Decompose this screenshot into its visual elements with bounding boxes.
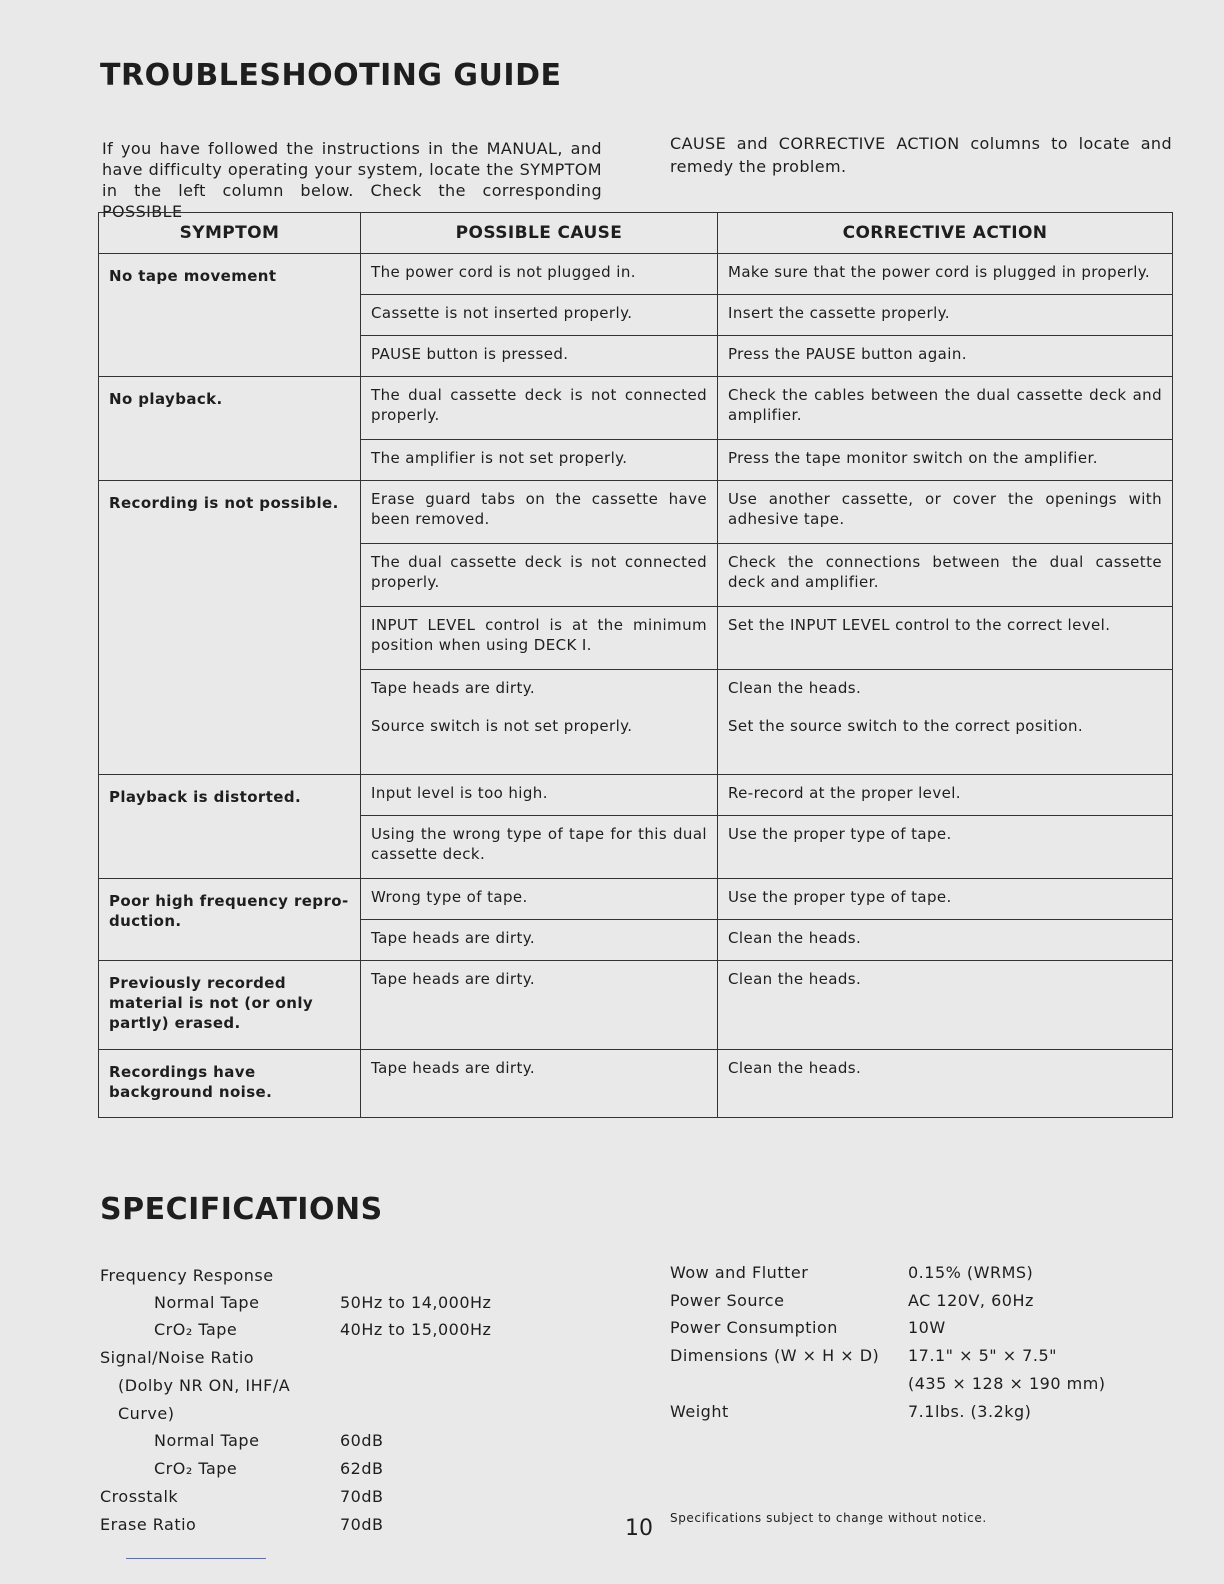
cause-cell: Using the wrong type of tape for this dual cassette deck.	[361, 815, 718, 878]
cause-cell: The dual cassette deck is not connected properly.	[361, 376, 718, 439]
action-cell: Clean the heads.	[718, 1050, 1173, 1118]
spec-label: Curve)	[118, 1404, 175, 1423]
spec-label: Wow and Flutter	[670, 1263, 809, 1282]
spec-value: 60dB	[340, 1431, 384, 1450]
spec-value: 10W	[908, 1318, 946, 1337]
symptom-cell: No tape movement	[99, 254, 361, 377]
cause-cell: PAUSE button is pressed.	[361, 335, 718, 376]
cause-cell: Wrong type of tape.	[361, 878, 718, 919]
cause-line: Tape heads are dirty.	[371, 678, 536, 697]
symptom-cell: Recordings have background noise.	[99, 1050, 361, 1118]
cause-cell: Erase guard tabs on the cassette have been removed.	[361, 480, 718, 543]
cause-cell: Tape heads are dirty.	[361, 960, 718, 1050]
page-title: TROUBLESHOOTING GUIDE	[100, 58, 562, 93]
table-row	[99, 878, 1173, 919]
cause-cell: The dual cassette deck is not connected properly.	[361, 543, 718, 606]
symptom-cell: Poor high frequency repro-duction.	[99, 878, 361, 960]
spec-label: Normal Tape	[154, 1431, 260, 1450]
cause-cell	[361, 669, 718, 774]
spec-label: Frequency Response	[100, 1266, 274, 1285]
symptom-cell: Previously recorded material is not (or only partly) erased.	[99, 960, 361, 1050]
spec-value: AC 120V, 60Hz	[908, 1291, 1034, 1310]
action-cell: Use the proper type of tape.	[718, 878, 1173, 919]
symptom-cell: No playback.	[99, 376, 361, 480]
specifications-title: SPECIFICATIONS	[100, 1192, 383, 1227]
spec-value: 0.15% (WRMS)	[908, 1263, 1034, 1282]
action-cell: Check the cables between the dual cassette deck and amplifier.	[718, 376, 1173, 439]
spec-value: 50Hz to 14,000Hz	[340, 1293, 492, 1312]
action-line: Clean the heads.	[728, 678, 862, 697]
spec-label: Crosstalk	[100, 1487, 179, 1506]
spec-value: 40Hz to 15,000Hz	[340, 1320, 492, 1339]
spec-label: Power Consumption	[670, 1318, 838, 1337]
action-cell: Re-record at the proper level.	[718, 774, 1173, 815]
symptom-cell: Recording is not possible.	[99, 480, 361, 774]
table-row	[99, 254, 1173, 295]
table-row	[99, 376, 1173, 439]
cause-cell: Cassette is not inserted properly.	[361, 294, 718, 335]
link-underline	[126, 1558, 266, 1559]
intro-text-left: If you have followed the instructions in the MANUAL, and have difficulty operating your system, locate the SYMPTOM in the left column below. Check the corresponding POSSIBLE	[102, 139, 602, 221]
cause-cell: The amplifier is not set properly.	[361, 439, 718, 480]
cause-cell: Input level is too high.	[361, 774, 718, 815]
action-cell: Check the connections between the dual cassette deck and amplifier.	[718, 543, 1173, 606]
spec-value: 70dB	[340, 1515, 384, 1534]
symptom-cell: Playback is distorted.	[99, 774, 361, 878]
spec-label: Dimensions (W × H × D)	[670, 1346, 880, 1365]
table-header-row	[99, 213, 1173, 254]
spec-label: Erase Ratio	[100, 1515, 197, 1534]
cause-line: Source switch is not set properly.	[371, 716, 633, 735]
spec-value: 70dB	[340, 1487, 384, 1506]
intro-text-right: CAUSE and CORRECTIVE ACTION columns to locate and remedy the problem.	[670, 134, 1172, 176]
spec-label: CrO₂ Tape	[154, 1320, 238, 1339]
action-line: Set the source switch to the correct position.	[728, 716, 1084, 735]
spec-label: Power Source	[670, 1291, 785, 1310]
action-cell: Use another cassette, or cover the openings with adhesive tape.	[718, 480, 1173, 543]
action-cell: Press the PAUSE button again.	[718, 335, 1173, 376]
action-cell: Clean the heads.	[718, 919, 1173, 960]
table-row	[99, 774, 1173, 815]
spec-value: 7.1lbs. (3.2kg)	[908, 1402, 1032, 1421]
spec-label: (Dolby NR ON, IHF/A	[118, 1376, 291, 1395]
action-cell: Press the tape monitor switch on the amplifier.	[718, 439, 1173, 480]
spec-label: Weight	[670, 1402, 729, 1421]
specs-footnote: Specifications subject to change without notice.	[670, 1511, 987, 1525]
troubleshooting-table	[98, 212, 1173, 1118]
action-cell: Use the proper type of tape.	[718, 815, 1173, 878]
cause-cell: The power cord is not plugged in.	[361, 254, 718, 295]
page-number: 10	[625, 1516, 653, 1541]
action-cell	[718, 669, 1173, 774]
table-row	[99, 480, 1173, 543]
cause-cell: Tape heads are dirty.	[361, 1050, 718, 1118]
cause-cell: INPUT LEVEL control is at the minimum position when using DECK I.	[361, 606, 718, 669]
header-symptom: SYMPTOM	[99, 213, 361, 254]
action-cell: Set the INPUT LEVEL control to the correct level.	[718, 606, 1173, 669]
table-row	[99, 960, 1173, 1050]
action-cell: Make sure that the power cord is plugged in properly.	[718, 254, 1173, 295]
header-corrective-action: CORRECTIVE ACTION	[718, 213, 1173, 254]
action-cell: Insert the cassette properly.	[718, 294, 1173, 335]
header-possible-cause: POSSIBLE CAUSE	[361, 213, 718, 254]
spec-label: Normal Tape	[154, 1293, 260, 1312]
spec-value: (435 × 128 × 190 mm)	[908, 1374, 1106, 1393]
cause-cell: Tape heads are dirty.	[361, 919, 718, 960]
spec-value: 17.1" × 5" × 7.5"	[908, 1346, 1057, 1365]
action-cell: Clean the heads.	[718, 960, 1173, 1050]
spec-value: 62dB	[340, 1459, 384, 1478]
spec-label: CrO₂ Tape	[154, 1459, 238, 1478]
table-row	[99, 1050, 1173, 1118]
spec-label: Signal/Noise Ratio	[100, 1348, 255, 1367]
